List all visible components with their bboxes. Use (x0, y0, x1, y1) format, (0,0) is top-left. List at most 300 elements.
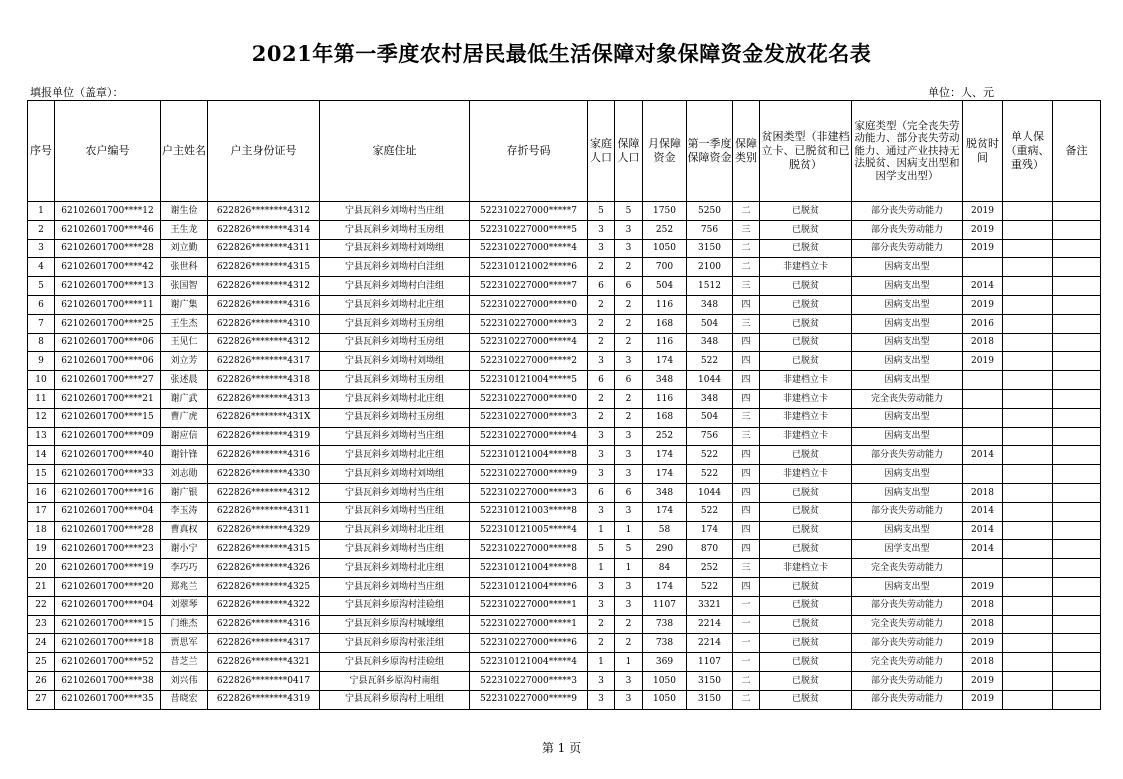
cell-monthly: 1750 (643, 202, 687, 221)
cell-quarter: 3150 (687, 690, 733, 709)
cell-monthly: 700 (643, 258, 687, 277)
cell-household-no: 62102601700****16 (55, 483, 161, 502)
cell-head-name: 谢小宁 (161, 540, 208, 559)
cell-monthly: 168 (643, 314, 687, 333)
table-row (28, 202, 1101, 221)
table-row (28, 295, 1101, 314)
cell-insured-pop: 6 (615, 277, 643, 296)
cell-seq: 20 (28, 559, 55, 578)
cell-poverty-type: 已脱贫 (760, 277, 852, 296)
cell-family-type: 因病支出型 (852, 258, 963, 277)
cell-household-no: 62102601700****38 (55, 671, 161, 690)
cell-family-pop: 2 (588, 389, 615, 408)
cell-family-type: 因病支出型 (852, 333, 963, 352)
cell-poverty-type: 已脱贫 (760, 446, 852, 465)
cell-remark (1053, 653, 1101, 672)
cell-insured-pop: 3 (615, 465, 643, 484)
table-row (28, 615, 1101, 634)
cell-family-type: 部分丧失劳动能力 (852, 502, 963, 521)
cell-id-no: 622826********4315 (208, 258, 320, 277)
cell-family-type: 完全丧失劳动能力 (852, 653, 963, 672)
cell-year: 2019 (963, 220, 1003, 239)
cell-insured-pop: 3 (615, 352, 643, 371)
cell-year: 2019 (963, 690, 1003, 709)
cell-family-type: 部分丧失劳动能力 (852, 671, 963, 690)
table-row (28, 258, 1101, 277)
cell-address: 宁县瓦斜乡原沟村城壕组 (320, 615, 470, 634)
cell-remark (1053, 690, 1101, 709)
cell-quarter: 522 (687, 502, 733, 521)
cell-address: 宁县瓦斜乡刘坳村北庄组 (320, 521, 470, 540)
cell-year: 2018 (963, 333, 1003, 352)
cell-monthly: 116 (643, 295, 687, 314)
cell-family-pop: 3 (588, 577, 615, 596)
cell-poverty-type: 已脱贫 (760, 540, 852, 559)
cell-quarter: 348 (687, 333, 733, 352)
cell-account: 522310227000*****9 (470, 465, 588, 484)
header-family-type: 家庭类型（完全丧失劳动能力、部分丧失劳动能力、通过产业扶持无法脱贫、因病支出型和因学支出型） (852, 101, 963, 202)
cell-year: 2019 (963, 202, 1003, 221)
cell-id-no: 622826********4312 (208, 333, 320, 352)
cell-account: 522310227000*****4 (470, 427, 588, 446)
cell-insured-pop: 5 (615, 540, 643, 559)
cell-year (963, 465, 1003, 484)
cell-poverty-type: 已脱贫 (760, 333, 852, 352)
cell-quarter: 522 (687, 465, 733, 484)
cell-remark (1053, 465, 1101, 484)
cell-poverty-type: 已脱贫 (760, 634, 852, 653)
cell-year: 2018 (963, 483, 1003, 502)
cell-quarter: 504 (687, 408, 733, 427)
cell-insured-pop: 1 (615, 653, 643, 672)
cell-remark (1053, 446, 1101, 465)
cell-address: 宁县瓦斜乡刘坳村当庄组 (320, 427, 470, 446)
header-head-name: 户主姓名 (161, 101, 208, 202)
table-row (28, 559, 1101, 578)
cell-address: 宁县瓦斜乡刘坳村玉房组 (320, 408, 470, 427)
cell-single (1003, 521, 1053, 540)
cell-year: 2019 (963, 577, 1003, 596)
cell-account: 522310227000*****4 (470, 239, 588, 258)
header-poverty-type: 贫困类型（非建档立卡、已脱贫和已脱贫） (760, 101, 852, 202)
cell-head-name: 谢广银 (161, 483, 208, 502)
cell-household-no: 62102601700****52 (55, 653, 161, 672)
cell-monthly: 290 (643, 540, 687, 559)
cell-family-pop: 6 (588, 371, 615, 390)
cell-single (1003, 333, 1053, 352)
cell-head-name: 谢广武 (161, 389, 208, 408)
cell-account: 522310227000*****3 (470, 483, 588, 502)
cell-quarter: 1044 (687, 371, 733, 390)
cell-address: 宁县瓦斜乡原沟村洼硷组 (320, 596, 470, 615)
cell-seq: 3 (28, 239, 55, 258)
cell-single (1003, 202, 1053, 221)
cell-single (1003, 239, 1053, 258)
cell-category: 四 (733, 540, 760, 559)
cell-poverty-type: 已脱贫 (760, 483, 852, 502)
cell-family-pop: 1 (588, 521, 615, 540)
cell-quarter: 174 (687, 521, 733, 540)
table-row (28, 352, 1101, 371)
cell-id-no: 622826********4312 (208, 202, 320, 221)
cell-head-name: 昔晓宏 (161, 690, 208, 709)
cell-account: 522310121004*****4 (470, 653, 588, 672)
cell-seq: 19 (28, 540, 55, 559)
cell-remark (1053, 521, 1101, 540)
cell-remark (1053, 371, 1101, 390)
cell-family-type: 完全丧失劳动能力 (852, 615, 963, 634)
header-family-pop: 家庭人口 (588, 101, 615, 202)
header-insured-pop: 保障人口 (615, 101, 643, 202)
cell-id-no: 622826********4311 (208, 502, 320, 521)
cell-account: 522310121004*****8 (470, 446, 588, 465)
cell-family-pop: 3 (588, 427, 615, 446)
page-title: 2021年第一季度农村居民最低生活保障对象保障资金发放花名表 (251, 41, 872, 66)
cell-quarter: 3150 (687, 671, 733, 690)
cell-family-type: 因病支出型 (852, 277, 963, 296)
cell-monthly: 348 (643, 371, 687, 390)
table-row (28, 314, 1101, 333)
cell-quarter: 1107 (687, 653, 733, 672)
cell-category: 一 (733, 615, 760, 634)
cell-insured-pop: 2 (615, 634, 643, 653)
cell-seq: 14 (28, 446, 55, 465)
cell-category: 三 (733, 559, 760, 578)
cell-single (1003, 671, 1053, 690)
cell-year: 2019 (963, 634, 1003, 653)
cell-address: 宁县瓦斜乡刘坳村当庄组 (320, 202, 470, 221)
cell-seq: 18 (28, 521, 55, 540)
cell-account: 522310227000*****8 (470, 540, 588, 559)
cell-seq: 8 (28, 333, 55, 352)
cell-family-type: 部分丧失劳动能力 (852, 634, 963, 653)
cell-insured-pop: 3 (615, 596, 643, 615)
cell-quarter: 1044 (687, 483, 733, 502)
cell-seq: 5 (28, 277, 55, 296)
cell-id-no: 622826********4317 (208, 634, 320, 653)
cell-seq: 6 (28, 295, 55, 314)
cell-year (963, 408, 1003, 427)
header-monthly: 月保障资金 (643, 101, 687, 202)
cell-address: 宁县瓦斜乡刘坳村玉房组 (320, 314, 470, 333)
cell-remark (1053, 502, 1101, 521)
table-row (28, 483, 1101, 502)
cell-head-name: 谢生俭 (161, 202, 208, 221)
cell-single (1003, 690, 1053, 709)
header-account: 存折号码 (470, 101, 588, 202)
cell-insured-pop: 5 (615, 202, 643, 221)
cell-account: 522310121002*****6 (470, 258, 588, 277)
cell-seq: 21 (28, 577, 55, 596)
cell-family-type: 部分丧失劳动能力 (852, 446, 963, 465)
cell-single (1003, 483, 1053, 502)
cell-quarter: 522 (687, 446, 733, 465)
cell-poverty-type: 非建档立卡 (760, 427, 852, 446)
cell-poverty-type: 非建档立卡 (760, 371, 852, 390)
cell-head-name: 郑兆兰 (161, 577, 208, 596)
cell-remark (1053, 258, 1101, 277)
cell-id-no: 622826********4316 (208, 446, 320, 465)
cell-family-pop: 1 (588, 653, 615, 672)
cell-seq: 17 (28, 502, 55, 521)
cell-id-no: 622826********4317 (208, 352, 320, 371)
cell-id-no: 622826********4329 (208, 521, 320, 540)
cell-single (1003, 465, 1053, 484)
cell-monthly: 738 (643, 615, 687, 634)
cell-account: 522310227000*****1 (470, 596, 588, 615)
cell-monthly: 58 (643, 521, 687, 540)
cell-family-type: 部分丧失劳动能力 (852, 202, 963, 221)
cell-head-name: 王见仁 (161, 333, 208, 352)
cell-family-type: 因病支出型 (852, 483, 963, 502)
cell-monthly: 84 (643, 559, 687, 578)
cell-poverty-type: 已脱贫 (760, 314, 852, 333)
cell-year: 2019 (963, 239, 1003, 258)
cell-remark (1053, 333, 1101, 352)
cell-quarter: 522 (687, 577, 733, 596)
table-row (28, 371, 1101, 390)
cell-head-name: 王生龙 (161, 220, 208, 239)
cell-address: 宁县瓦斜乡刘坳村刘坳组 (320, 239, 470, 258)
cell-single (1003, 389, 1053, 408)
cell-year (963, 427, 1003, 446)
cell-family-type: 因病支出型 (852, 352, 963, 371)
cell-quarter: 252 (687, 559, 733, 578)
cell-category: 四 (733, 333, 760, 352)
cell-family-type: 完全丧失劳动能力 (852, 559, 963, 578)
cell-head-name: 王生杰 (161, 314, 208, 333)
cell-monthly: 168 (643, 408, 687, 427)
cell-seq: 4 (28, 258, 55, 277)
cell-household-no: 62102601700****21 (55, 389, 161, 408)
cell-insured-pop: 6 (615, 483, 643, 502)
cell-poverty-type: 已脱贫 (760, 577, 852, 596)
cell-family-pop: 2 (588, 615, 615, 634)
cell-category: 三 (733, 277, 760, 296)
cell-insured-pop: 2 (615, 333, 643, 352)
cell-head-name: 刘志勋 (161, 465, 208, 484)
cell-seq: 24 (28, 634, 55, 653)
cell-household-no: 62102601700****28 (55, 239, 161, 258)
cell-family-type: 因学支出型 (852, 540, 963, 559)
cell-seq: 26 (28, 671, 55, 690)
cell-family-pop: 2 (588, 634, 615, 653)
cell-single (1003, 502, 1053, 521)
cell-account: 522310227000*****4 (470, 333, 588, 352)
cell-head-name: 张世科 (161, 258, 208, 277)
cell-insured-pop: 6 (615, 371, 643, 390)
cell-poverty-type: 已脱贫 (760, 521, 852, 540)
cell-poverty-type: 非建档立卡 (760, 465, 852, 484)
cell-family-type: 因病支出型 (852, 408, 963, 427)
roster-table (27, 100, 1101, 710)
cell-remark (1053, 559, 1101, 578)
cell-family-pop: 2 (588, 333, 615, 352)
cell-poverty-type: 已脱贫 (760, 202, 852, 221)
cell-account: 522310227000*****3 (470, 408, 588, 427)
cell-category: 一 (733, 653, 760, 672)
cell-single (1003, 314, 1053, 333)
cell-monthly: 252 (643, 427, 687, 446)
cell-year: 2014 (963, 502, 1003, 521)
cell-poverty-type: 已脱贫 (760, 690, 852, 709)
cell-category: 四 (733, 483, 760, 502)
header-id-no: 户主身份证号 (208, 101, 320, 202)
cell-household-no: 62102601700****25 (55, 314, 161, 333)
cell-address: 宁县瓦斜乡刘坳村北庄组 (320, 446, 470, 465)
cell-family-type: 部分丧失劳动能力 (852, 596, 963, 615)
cell-monthly: 174 (643, 502, 687, 521)
cell-category: 四 (733, 465, 760, 484)
table-row (28, 634, 1101, 653)
cell-category: 四 (733, 371, 760, 390)
cell-monthly: 1050 (643, 690, 687, 709)
cell-remark (1053, 295, 1101, 314)
cell-household-no: 62102601700****06 (55, 333, 161, 352)
cell-address: 宁县瓦斜乡刘坳村刘坳组 (320, 465, 470, 484)
table-row (28, 408, 1101, 427)
cell-poverty-type: 已脱贫 (760, 596, 852, 615)
cell-household-no: 62102601700****13 (55, 277, 161, 296)
cell-account: 522310121005*****4 (470, 521, 588, 540)
cell-household-no: 62102601700****28 (55, 521, 161, 540)
cell-monthly: 1107 (643, 596, 687, 615)
cell-year: 2018 (963, 615, 1003, 634)
header-single: 单人保（重病、重残） (1003, 101, 1053, 202)
cell-family-pop: 3 (588, 446, 615, 465)
cell-family-pop: 5 (588, 202, 615, 221)
cell-family-pop: 1 (588, 559, 615, 578)
cell-address: 宁县瓦斜乡刘坳村玉房组 (320, 220, 470, 239)
cell-category: 三 (733, 314, 760, 333)
cell-family-pop: 3 (588, 502, 615, 521)
cell-monthly: 174 (643, 577, 687, 596)
cell-insured-pop: 3 (615, 690, 643, 709)
cell-id-no: 622826********4322 (208, 596, 320, 615)
header-address: 家庭住址 (320, 101, 470, 202)
cell-seq: 10 (28, 371, 55, 390)
cell-address: 宁县瓦斜乡刘坳村当庄组 (320, 483, 470, 502)
cell-category: 二 (733, 690, 760, 709)
cell-family-pop: 3 (588, 239, 615, 258)
cell-remark (1053, 540, 1101, 559)
header-row (28, 101, 1101, 202)
cell-insured-pop: 3 (615, 446, 643, 465)
table-row (28, 239, 1101, 258)
cell-year: 2018 (963, 596, 1003, 615)
cell-account: 522310227000*****1 (470, 615, 588, 634)
cell-id-no: 622826********4325 (208, 577, 320, 596)
cell-seq: 1 (28, 202, 55, 221)
cell-address: 宁县瓦斜乡刘坳村当庄组 (320, 502, 470, 521)
cell-insured-pop: 3 (615, 427, 643, 446)
cell-category: 二 (733, 202, 760, 221)
cell-poverty-type: 已脱贫 (760, 295, 852, 314)
cell-head-name: 李巧巧 (161, 559, 208, 578)
header-category: 保障类别 (733, 101, 760, 202)
cell-seq: 16 (28, 483, 55, 502)
cell-household-no: 62102601700****09 (55, 427, 161, 446)
cell-category: 一 (733, 634, 760, 653)
cell-address: 宁县瓦斜乡刘坳村白洼组 (320, 277, 470, 296)
cell-single (1003, 352, 1053, 371)
cell-poverty-type: 已脱贫 (760, 239, 852, 258)
table-row (28, 653, 1101, 672)
cell-single (1003, 408, 1053, 427)
cell-seq: 2 (28, 220, 55, 239)
cell-remark (1053, 577, 1101, 596)
cell-insured-pop: 2 (615, 314, 643, 333)
cell-head-name: 刘翠琴 (161, 596, 208, 615)
cell-category: 四 (733, 352, 760, 371)
cell-seq: 27 (28, 690, 55, 709)
cell-head-name: 谢广集 (161, 295, 208, 314)
cell-quarter: 522 (687, 352, 733, 371)
cell-year: 2018 (963, 653, 1003, 672)
cell-family-pop: 3 (588, 220, 615, 239)
cell-address: 宁县瓦斜乡刘坳村白洼组 (320, 258, 470, 277)
cell-account: 522310227000*****7 (470, 202, 588, 221)
cell-household-no: 62102601700****23 (55, 540, 161, 559)
cell-head-name: 刘立勤 (161, 239, 208, 258)
cell-household-no: 62102601700****33 (55, 465, 161, 484)
cell-category: 二 (733, 671, 760, 690)
cell-single (1003, 577, 1053, 596)
cell-monthly: 348 (643, 483, 687, 502)
cell-household-no: 62102601700****19 (55, 559, 161, 578)
page-number: 第 1 页 (541, 741, 582, 755)
cell-family-pop: 5 (588, 540, 615, 559)
cell-family-pop: 3 (588, 690, 615, 709)
cell-monthly: 252 (643, 220, 687, 239)
header-quarter: 第一季度保障资金 (687, 101, 733, 202)
table-row (28, 333, 1101, 352)
header-household-no: 农户编号 (55, 101, 161, 202)
cell-household-no: 62102601700****11 (55, 295, 161, 314)
cell-quarter: 5250 (687, 202, 733, 221)
cell-family-type: 因病支出型 (852, 577, 963, 596)
cell-account: 522310227000*****7 (470, 277, 588, 296)
cell-family-type: 因病支出型 (852, 521, 963, 540)
cell-address: 宁县瓦斜乡刘坳村北庄组 (320, 389, 470, 408)
cell-insured-pop: 1 (615, 559, 643, 578)
cell-remark (1053, 615, 1101, 634)
cell-id-no: 622826********4310 (208, 314, 320, 333)
cell-category: 一 (733, 596, 760, 615)
cell-insured-pop: 2 (615, 258, 643, 277)
cell-id-no: 622826********4316 (208, 295, 320, 314)
cell-year: 2014 (963, 540, 1003, 559)
table-row (28, 427, 1101, 446)
cell-quarter: 2214 (687, 615, 733, 634)
cell-id-no: 622826********4314 (208, 220, 320, 239)
cell-remark (1053, 408, 1101, 427)
cell-quarter: 756 (687, 427, 733, 446)
cell-year: 2016 (963, 314, 1003, 333)
cell-category: 二 (733, 239, 760, 258)
cell-id-no: 622826********4319 (208, 427, 320, 446)
cell-remark (1053, 596, 1101, 615)
cell-head-name: 刘兴伟 (161, 671, 208, 690)
cell-family-type: 因病支出型 (852, 314, 963, 333)
cell-single (1003, 653, 1053, 672)
cell-family-type: 部分丧失劳动能力 (852, 239, 963, 258)
cell-quarter: 504 (687, 314, 733, 333)
table-row (28, 521, 1101, 540)
cell-insured-pop: 2 (615, 389, 643, 408)
cell-poverty-type: 非建档立卡 (760, 389, 852, 408)
cell-monthly: 174 (643, 465, 687, 484)
